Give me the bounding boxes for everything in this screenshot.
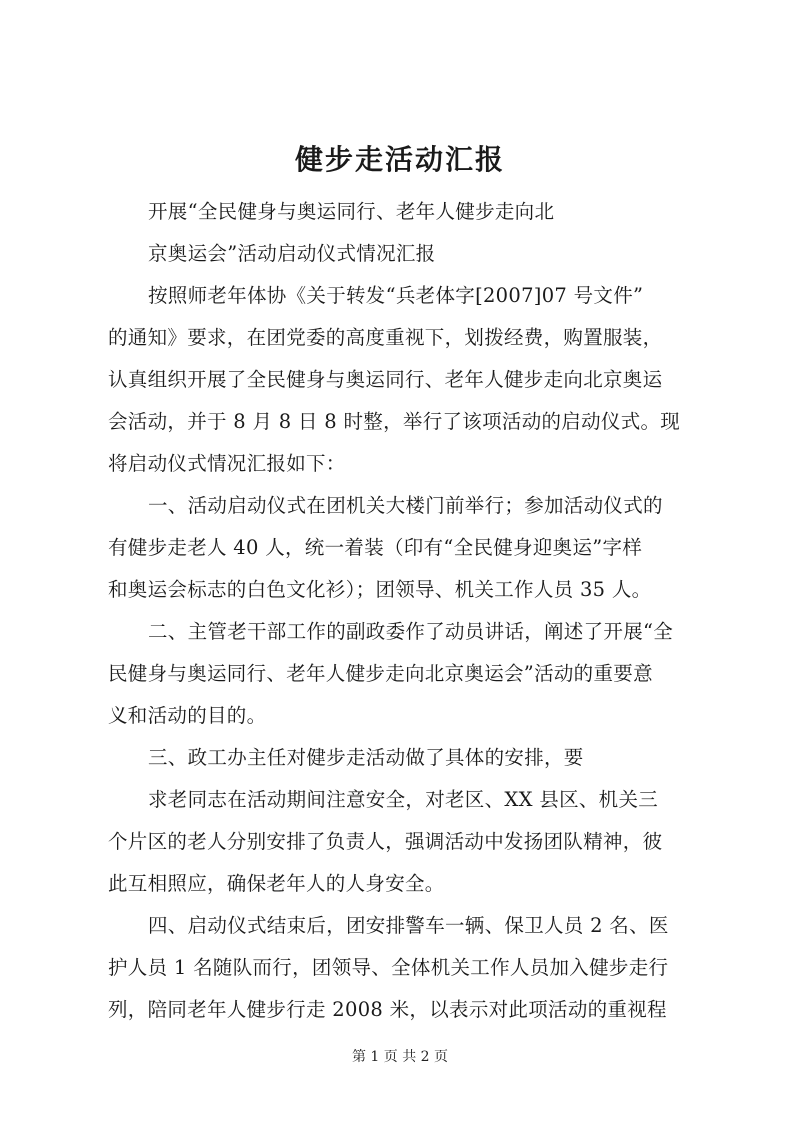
body-line: 有健步走老人 40 人，统一着装（印有“全民健身迎奥运”字样 xyxy=(108,536,643,559)
body-line: 会活动，并于 8 月 8 日 8 时整，举行了该项活动的启动仪式。现 xyxy=(108,410,681,433)
body-line: 求老同志在活动期间注意安全，对老区、XX 县区、机关三 xyxy=(148,788,659,811)
body-line: 此互相照应，确保老年人的人身安全。 xyxy=(108,872,445,895)
body-line: 一、活动启动仪式在团机关大楼门前举行；参加活动仪式的 xyxy=(148,494,663,517)
body-line: 按照师老年体协《关于转发“兵老体字[2007]07 号文件” xyxy=(148,284,644,307)
document-title: 健步走活动汇报 xyxy=(294,143,505,176)
body-line: 义和活动的目的。 xyxy=(108,704,267,727)
body-line: 京奥运会”活动启动仪式情况汇报 xyxy=(148,242,436,265)
body-line: 和奥运会标志的白色文化衫）；团领导、机关工作人员 35 人。 xyxy=(108,578,652,601)
body-line: 将启动仪式情况汇报如下： xyxy=(108,452,346,475)
body-line: 的通知》要求，在团党委的高度重视下，划拨经费，购置服装， xyxy=(108,326,663,349)
body-line: 开展“全民健身与奥运同行、老年人健步走向北 xyxy=(148,200,555,223)
body-line: 列，陪同老年人健步行走 2008 米，以表示对此项活动的重视程 xyxy=(108,998,667,1021)
body-line: 个片区的老人分别安排了负责人，强调活动中发扬团队精神，彼 xyxy=(108,830,663,853)
body-line: 护人员 1 名随队而行，团领导、全体机关工作人员加入健步走行 xyxy=(108,956,669,979)
body-line: 民健身与奥运同行、老年人健步走向北京奥运会”活动的重要意 xyxy=(108,662,653,685)
page-footer: 第 1 页 共 2 页 xyxy=(351,1049,449,1065)
body-line: 四、启动仪式结束后，团安排警车一辆、保卫人员 2 名、医 xyxy=(148,914,669,937)
body-line: 认真组织开展了全民健身与奥运同行、老年人健步走向北京奥运 xyxy=(108,368,663,391)
body-line: 三、政工办主任对健步走活动做了具体的安排，要 xyxy=(148,746,584,769)
body-line: 二、主管老干部工作的副政委作了动员讲话，阐述了开展“全 xyxy=(148,620,674,643)
